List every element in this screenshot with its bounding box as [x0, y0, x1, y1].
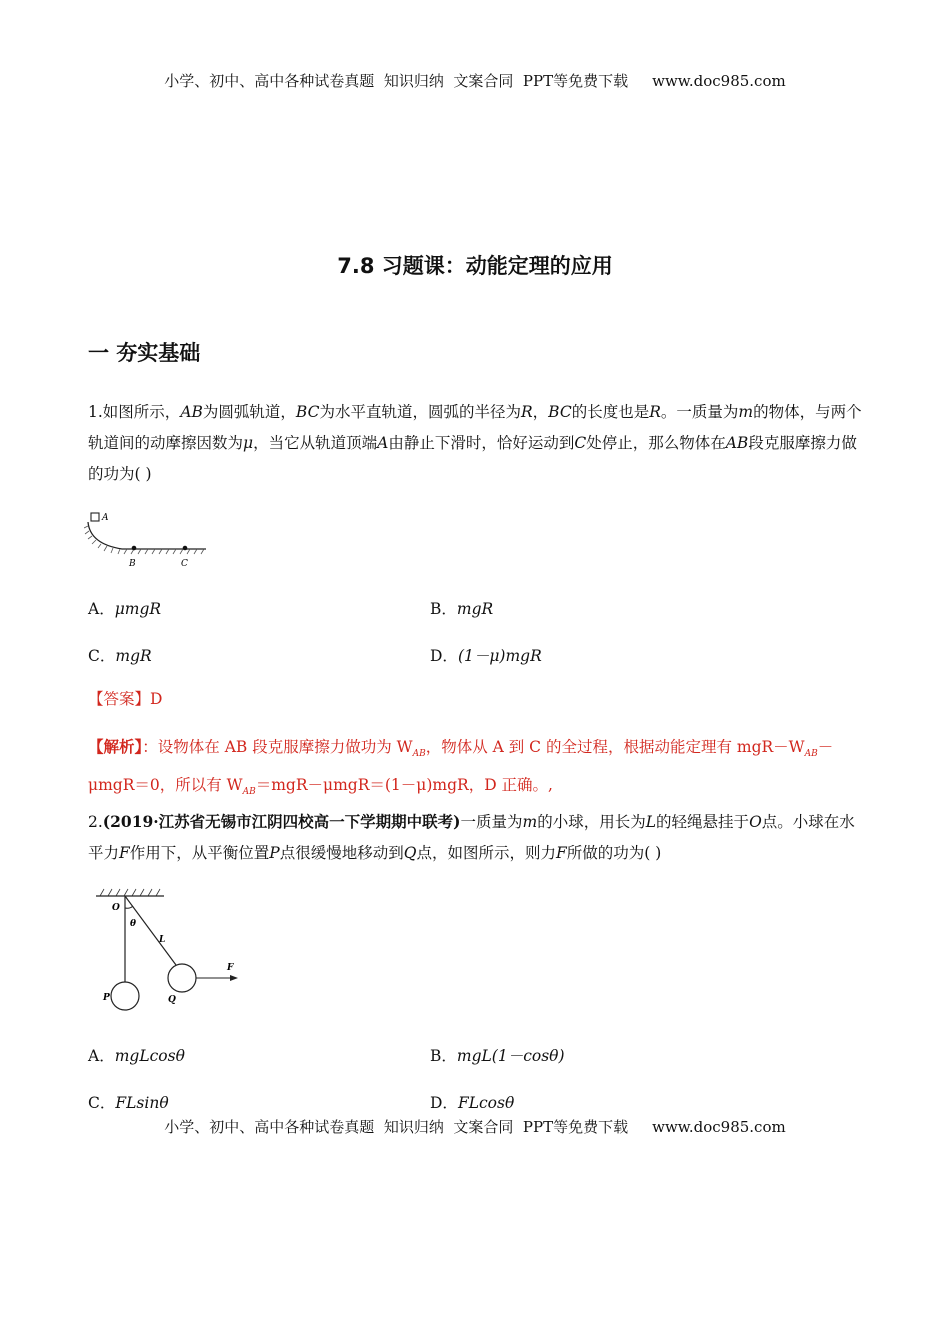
header-site: www.doc985.com	[652, 72, 786, 90]
point-c	[183, 546, 188, 551]
question-2-stem: 2.(2019·江苏省无锡市江阴四校高一下学期期中联考)一质量为m的小球，用长为L的轻绳悬挂于O点。小球在水平力F作用下，从平衡位置P点很缓慢地移动到Q点，如图所示，则力F所做的功为( )	[88, 812, 855, 862]
fig-label-theta: θ	[130, 919, 137, 929]
fig-label-b: B	[129, 559, 136, 569]
fig-label-f: F	[227, 963, 234, 973]
q1-option-a[interactable]: A．μmgR	[88, 600, 162, 618]
ceiling-hatching	[100, 889, 160, 896]
header-text: 小学、初中、高中各种试卷真题 知识归纳 文案合同 PPT等免费下载	[164, 72, 629, 90]
fig-label-o: O	[112, 903, 120, 913]
question-1-stem: 1.如图所示，AB为圆弧轨道，BC为水平直轨道，圆弧的半径为R，BC的长度也是R。一质量为m的物体，与两个轨道间的动摩擦因数为μ，当它从轨道顶端A由静止下滑时，恰好运动到C处停止，那么物体在AB段克服摩擦力做的功为( )	[88, 403, 862, 483]
q2-option-c[interactable]: C．FLsinθ	[88, 1094, 169, 1112]
fig-label-q: Q	[168, 995, 176, 1005]
track-path	[88, 522, 206, 549]
q1-answer: 【答案】D	[88, 690, 163, 708]
force-arrowhead	[230, 975, 238, 981]
q2-option-a[interactable]: A．mgLcosθ	[88, 1047, 185, 1065]
fig-label-p: P	[103, 993, 110, 1003]
q1-option-c[interactable]: C．mgR	[88, 647, 152, 665]
q2-option-b[interactable]: B．mgL(1－cosθ)	[430, 1047, 565, 1065]
q1-option-b[interactable]: B．mgR	[430, 600, 494, 618]
footer-text: 小学、初中、高中各种试卷真题 知识归纳 文案合同 PPT等免费下载	[164, 1118, 629, 1136]
q2-option-d[interactable]: D．FLcosθ	[430, 1094, 515, 1112]
fig-label-l: L	[159, 935, 166, 945]
block-icon	[91, 513, 99, 521]
pendulum-diagram	[92, 884, 252, 1012]
fig-label-a: A	[102, 513, 109, 523]
ball-q	[168, 964, 196, 992]
page-title: 7.8 习题课：动能定理的应用	[337, 254, 613, 278]
page-header	[0, 70, 950, 91]
ball-p	[111, 982, 139, 1010]
section-heading: 一 夯实基础	[88, 341, 201, 365]
point-b	[132, 546, 137, 551]
page-footer	[0, 1116, 950, 1137]
fig-label-c: C	[181, 559, 188, 569]
q1-option-d[interactable]: D．(1－μ)mgR	[430, 647, 542, 665]
track-diagram	[84, 508, 212, 570]
footer-site: www.doc985.com	[652, 1118, 786, 1136]
theta-arc	[125, 906, 133, 908]
q1-analysis: 【解析】：设物体在 AB 段克服摩擦力做功为 $W_{AB}$，物体从 A 到 C 的全过程，根据动能定理有 $mgR-W_{AB}-$ μmgR＝0，所以有 $W_{AB}=mgR-\mu mgR=(1-\mu)mgR$，D 正确。,	[88, 737, 834, 798]
